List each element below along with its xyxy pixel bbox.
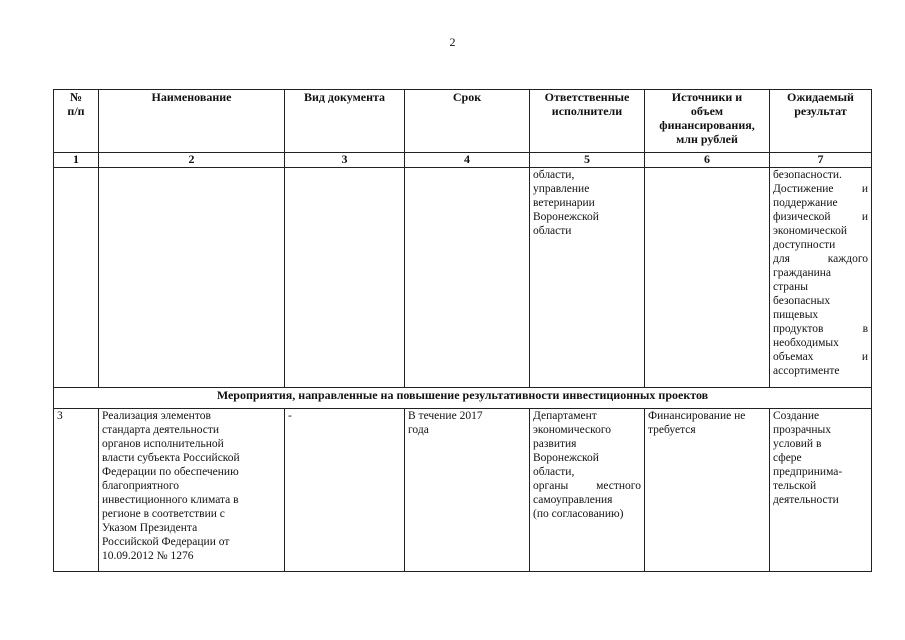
row-result: Создание прозрачных условий в сфере предпринима- тельской деятельности bbox=[770, 409, 872, 572]
cell-empty bbox=[54, 168, 99, 388]
column-number: 6 bbox=[645, 153, 770, 168]
header-responsible: Ответственные исполнители bbox=[530, 90, 645, 153]
cell-empty bbox=[99, 168, 285, 388]
cell-empty bbox=[405, 168, 530, 388]
column-number: 3 bbox=[285, 153, 405, 168]
continued-result: безопасности. Достижение и поддержание физической и экономической доступности для каждого гражданина страны безопасных пищевых продуктов в необходимых объемах и ассортименте bbox=[770, 168, 872, 388]
header-result: Ожидаемый результат bbox=[770, 90, 872, 153]
header-name: Наименование bbox=[99, 90, 285, 153]
row-name: Реализация элементов стандарта деятельности органов исполнительной власти субъекта Российской Федерации по обеспечению благоприятного инвестиционного климата в регионе в соответствии с Указом Президента Российской Федерации от 10.09.2012 № 1276 bbox=[99, 409, 285, 572]
row-financing: Финансирование не требуется bbox=[645, 409, 770, 572]
row-number: 3 bbox=[54, 409, 99, 572]
row-term: В течение 2017 года bbox=[405, 409, 530, 572]
section-title: Мероприятия, направленные на повышение результативности инвестиционных проектов bbox=[54, 388, 872, 409]
cell-empty bbox=[645, 168, 770, 388]
column-number: 5 bbox=[530, 153, 645, 168]
column-number: 2 bbox=[99, 153, 285, 168]
row-doc-type: - bbox=[285, 409, 405, 572]
column-number: 7 bbox=[770, 153, 872, 168]
row-responsible: Департамент экономического развития Воронежской области, органы местного самоуправления (по согласованию) bbox=[530, 409, 645, 572]
column-number: 1 bbox=[54, 153, 99, 168]
page-number: 2 bbox=[449, 35, 456, 49]
column-number: 4 bbox=[405, 153, 530, 168]
header-financing: Источники и объем финансирования, млн рублей bbox=[645, 90, 770, 153]
table-row bbox=[54, 409, 872, 572]
continued-row bbox=[54, 168, 872, 388]
section-row bbox=[54, 388, 872, 409]
header-row bbox=[54, 90, 872, 153]
header-doc-type: Вид документа bbox=[285, 90, 405, 153]
column-number-row bbox=[54, 153, 872, 168]
measures-table bbox=[53, 89, 872, 572]
continued-responsible: области, управление ветеринарии Воронежской области bbox=[530, 168, 645, 388]
header-num: № п/п bbox=[54, 90, 99, 153]
header-term: Срок bbox=[405, 90, 530, 153]
cell-empty bbox=[285, 168, 405, 388]
